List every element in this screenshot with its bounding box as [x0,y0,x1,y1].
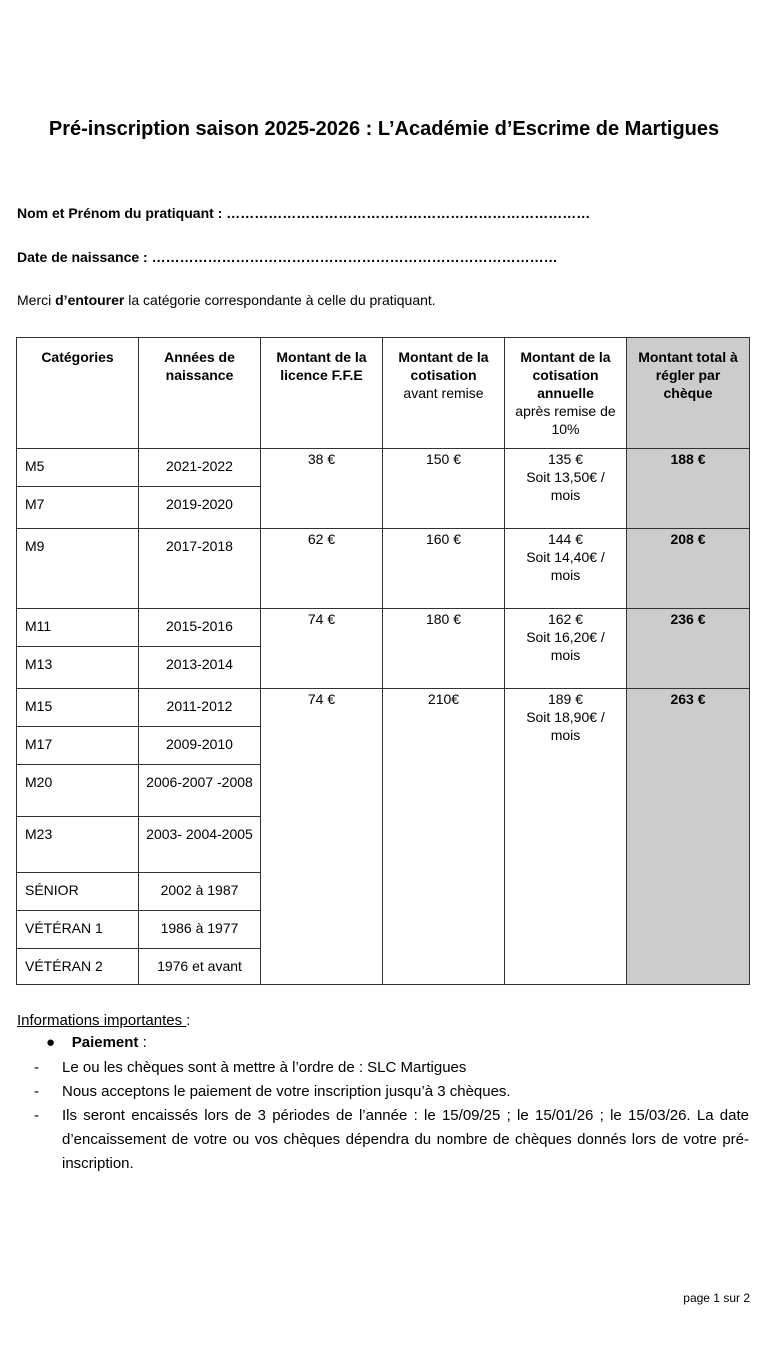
payment-label: Paiement [71,1034,139,1051]
list-item-text: Le ou les chèques sont à mettre à l’ordre de : SLC Martigues [62,1059,467,1076]
table-header-row [17,338,750,449]
birth-years-cell: 2015-2016 [139,609,261,647]
cotisation-cell: 210€ [383,689,505,985]
intro-text [17,292,436,308]
cotisation-cell: 160 € [383,529,505,609]
bullet-symbol: ● [46,1034,56,1051]
category-cell: M15 [17,689,139,727]
category-cell: M9 [17,529,139,609]
total-amount-cell: 208 € [627,529,750,609]
dash-marker: - [34,1059,39,1076]
payment-info-list [17,1056,749,1176]
annual-cotisation-cell [505,449,627,529]
birth-years-cell: 2021-2022 [139,449,261,487]
category-cell: M13 [17,647,139,689]
info-heading-colon: : [186,1012,191,1029]
category-cell: M23 [17,817,139,873]
birth-years-cell: 1976 et avant [139,949,261,985]
total-amount-cell: 263 € [627,689,750,985]
info-heading-text: Informations importantes [17,1012,187,1029]
payment-colon: : [138,1034,147,1051]
table-row [17,609,750,647]
birth-years-cell: 2006-2007 -2008 [139,765,261,817]
birth-years-cell: 2013-2014 [139,647,261,689]
page-title: Pré-inscription saison 2025-2026 : L’Académie d’Escrime de Martigues [48,118,720,140]
licence-cell: 62 € [261,529,383,609]
category-cell: VÉTÉRAN 1 [17,911,139,949]
intro-before: Merci [17,292,56,308]
birth-years-cell: 2011-2012 [139,689,261,727]
page-number: page 1 sur 2 [683,1291,750,1305]
header-categories: Catégories [17,338,139,449]
monthly-amount: Soit 13,50€ / mois [526,469,605,503]
list-item-text: Ils seront encaissés lors de 3 périodes de l’année : le 15/09/25 ; le 15/01/26 ; le 15/03/26. La date d’encaissement de votre ou vos chèques dépendra du nombre de chèques donnés lors de votre pré-inscription. [62,1107,749,1172]
intro-bold: d’entourer [55,292,125,308]
cotisation-cell: 180 € [383,609,505,689]
table-row [17,449,750,487]
category-cell: M11 [17,609,139,647]
birth-years-cell: 2019-2020 [139,487,261,529]
category-cell: SÉNIOR [17,873,139,911]
payment-bullet [46,1034,147,1051]
annual-amount: 135 € [547,451,584,467]
list-item [17,1080,749,1104]
category-cell: M7 [17,487,139,529]
category-cell: VÉTÉRAN 2 [17,949,139,985]
dash-marker: - [34,1107,39,1124]
cotisation-cell: 150 € [383,449,505,529]
category-cell: M20 [17,765,139,817]
total-amount-cell: 188 € [627,449,750,529]
category-cell: M5 [17,449,139,487]
header-licence: Montant de la licence F.F.E [261,338,383,449]
pricing-table [16,337,750,985]
name-field-label: Nom et Prénom du pratiquant : …………………………………………………………………… [17,205,591,221]
dash-marker: - [34,1083,39,1100]
annual-cotisation-cell [505,609,627,689]
monthly-amount: Soit 16,20€ / mois [526,629,605,663]
birth-years-cell: 2003- 2004-2005 [139,817,261,873]
annual-cotisation-cell [505,529,627,609]
header-cotisation [383,338,505,449]
header-annual-sub: après remise de 10% [515,403,616,437]
list-item [17,1056,749,1080]
birth-years-cell: 1986 à 1977 [139,911,261,949]
annual-amount: 162 € [547,611,584,627]
header-cotisation-main: Montant de la cotisation [398,349,489,383]
header-total: Montant total à régler par chèque [627,338,750,449]
intro-after: la catégorie correspondante à celle du pratiquant. [124,292,436,308]
monthly-amount: Soit 14,40€ / mois [526,549,605,583]
header-annual [505,338,627,449]
licence-cell: 74 € [261,689,383,985]
table-row [17,529,750,609]
monthly-amount: Soit 18,90€ / mois [526,709,605,743]
birth-years-cell: 2002 à 1987 [139,873,261,911]
category-cell: M17 [17,727,139,765]
annual-amount: 144 € [547,531,584,547]
total-amount-cell: 236 € [627,609,750,689]
birth-years-cell: 2009-2010 [139,727,261,765]
table-body [17,449,750,985]
info-heading [17,1012,190,1029]
annual-amount: 189 € [547,691,584,707]
list-item [17,1104,749,1176]
licence-cell: 74 € [261,609,383,689]
list-item-text: Nous acceptons le paiement de votre inscription jusqu’à 3 chèques. [62,1083,511,1100]
header-cotisation-sub: avant remise [403,385,484,401]
table-row [17,689,750,727]
header-annual-main: Montant de la cotisation annuelle [520,349,611,401]
licence-cell: 38 € [261,449,383,529]
annual-cotisation-cell [505,689,627,985]
birthdate-field-label: Date de naissance : …………………………………………………………………………… [17,249,558,265]
birth-years-cell: 2017-2018 [139,529,261,609]
header-years: Années de naissance [139,338,261,449]
